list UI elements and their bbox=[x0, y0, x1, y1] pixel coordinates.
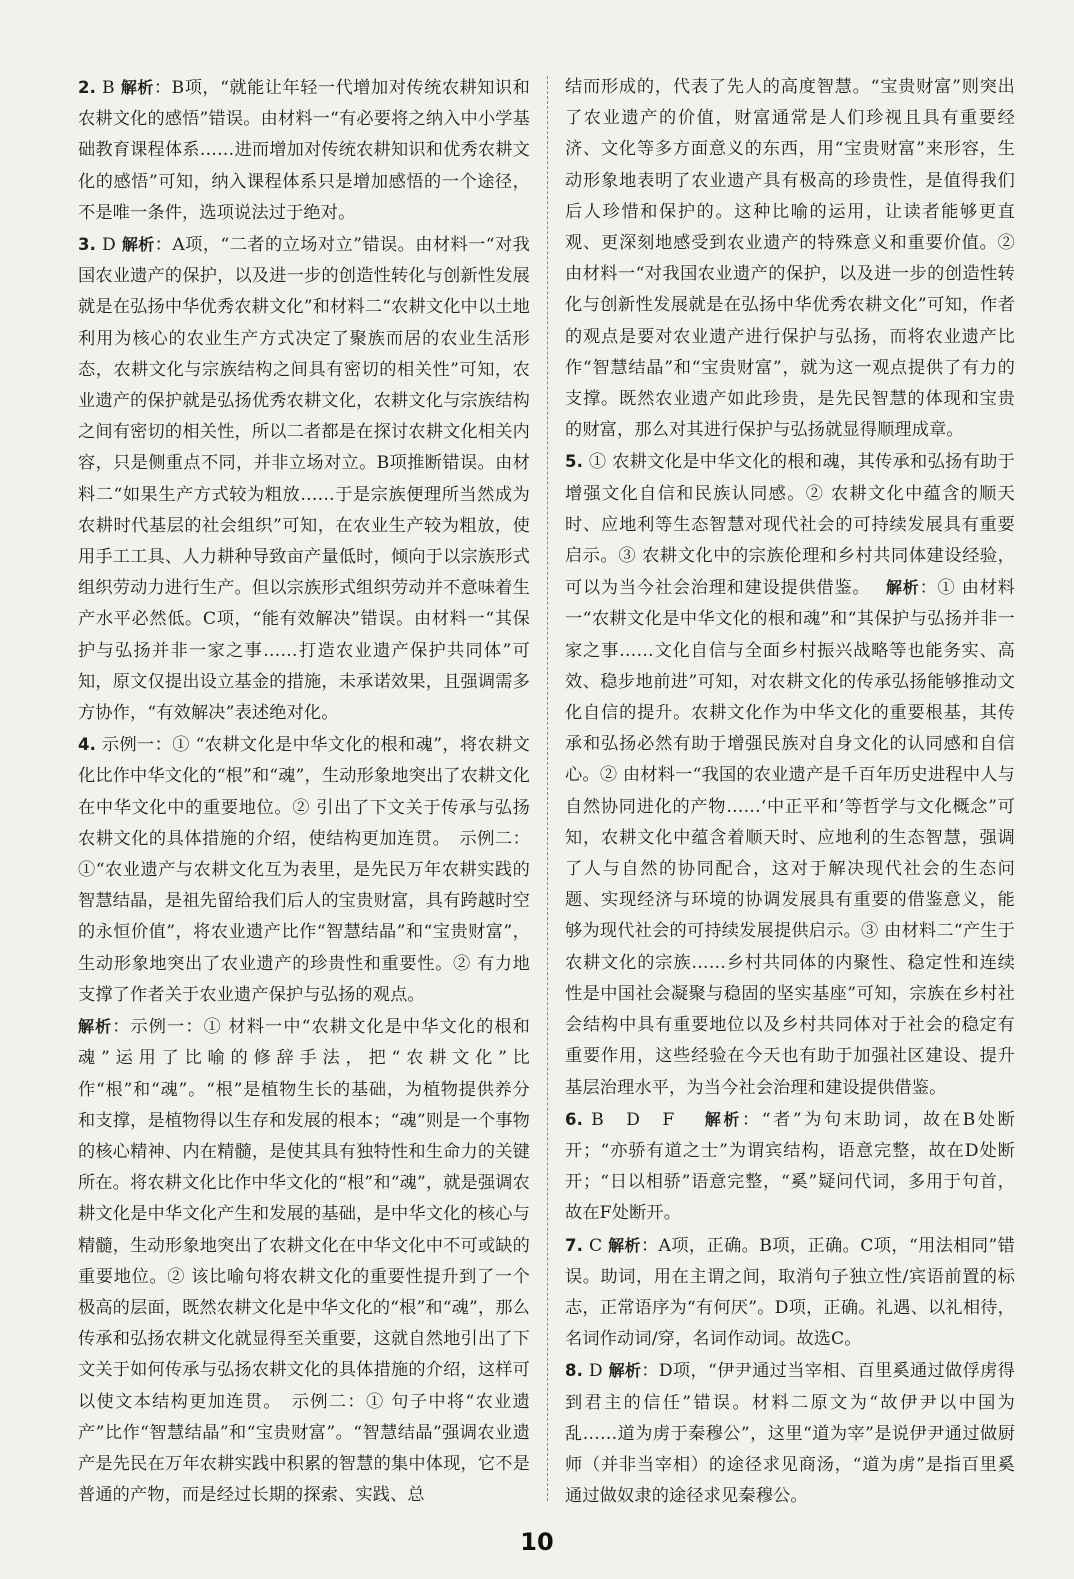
analysis-label: 解析 bbox=[120, 78, 154, 97]
analysis-text: ：示例一：① 材料一中“农耕文化是中华文化的根和魂”运用了比喻的修辞手法，把“农耕文化”比作“根”和“魂”。“根”是植物生长的基础，为植物提供养分和支撑，是植物得以生存和发展的根本；“魂”则是一个事物的核心精神、内在精髓，是使其具有独特性和生命力的关键所在。将农耕文化比作中华文化的“根”和“魂”，就是强调农耕文化是中华文化产生和发展的基础，是中华文化的核心与精髓，生动形象地突出了农耕文化在中华文化中不可或缺的重要地位。② 该比喻句将农耕文化的重要性提升到了一个极高的层面，既然农耕文化是中华文化的“根”和“魂”，那么传承和弘扬农耕文化就显得至关重要，这就自然地引出了下文关于如何传承与弘扬农耕文化的具体措施的介绍，这样可以使文本结构更加连贯。 示例二：① 句子中将“农业遗产”比作“智慧结晶”和“宝贵财富”。“智慧结晶”强调农业遗产是先民在万年农耕实践中积累的智慧的集中体现，它不是普通的产物，而是经过长期的探索、实践、总 bbox=[78, 1017, 530, 1506]
column-divider bbox=[547, 76, 548, 1501]
answer-text: 示例一：① “农耕文化是中华文化的根和魂”，将农耕文化比作中华文化的“根”和“魂”，生动形象地突出了农耕文化在中华文化中的重要地位。② 引出了下文关于传承与弘扬农耕文化的具体措施的介绍，使结构更加连贯。 示例二：①“农业遗产与农耕文化互为表里，是先民万年农耕实践的智慧结晶，是祖先留给我们后人的宝贵财富，具有跨越时空的永恒价值”，将农业遗产比作“智慧结晶”和“宝贵财富”，生动形象地突出了农业遗产的珍贵性和重要性。② 有力地支撑了作者关于农业遗产保护与弘扬的观点。 bbox=[78, 735, 530, 1005]
answer-item-4-analysis bbox=[78, 1011, 530, 1511]
analysis-label: 解析 bbox=[608, 1235, 641, 1255]
question-number: 3. bbox=[78, 235, 97, 255]
analysis-text: ：B项，“就能让年轻一代增加对传统农耕知识和农耕文化的感悟”错误。由材料一“有必要将之纳入中小学基础教育课程体系……进而增加对传统农耕知识和优秀农耕文化的感悟”可知，纳入课程体系只是增加感悟的一个途径，不是唯一条件，选项说法过于绝对。 bbox=[78, 78, 530, 223]
question-number: 6. bbox=[565, 1109, 584, 1129]
analysis-label: 解析 bbox=[886, 578, 920, 598]
answer-choice: D bbox=[101, 235, 116, 256]
right-column bbox=[565, 72, 1015, 1512]
answer-item-2 bbox=[78, 72, 530, 229]
question-number: 5. bbox=[565, 452, 584, 472]
answer-choice: C bbox=[588, 1235, 603, 1256]
answer-item-3 bbox=[78, 229, 530, 729]
analysis-text: ：① 由材料一“农耕文化是中华文化的根和魂”和“其保护与弘扬并非一家之事……文化自信与全面乡村振兴战略等也能务实、高效、稳步地前进”可知，对农耕文化的传承弘扬能够推动文化自信的提升。农耕文化作为中华文化的重要根基，其传承和弘扬必然有助于增强民族对自身文化的认同感和自信心。② 由材料一“我国的农业遗产是千百年历史进程中人与自然协同进化的产物……‘中正平和’等哲学与文化概念”可知，农耕文化中蕴含着顺天时、应地利的生态智慧，强调了人与自然的协同配合，这对于解决现代社会的生态问题、实现经济与环境的协调发展具有重要的借鉴意义，能够为现代社会的可持续发展提供启示。③ 由材料二“产生于农耕文化的宗族……乡村共同体的内聚性、稳定性和连续性是中国社会凝聚与稳固的坚实基座”可知，宗族在乡村社会结构中具有重要地位以及乡村共同体对于社会的稳定有重要作用，这些经验在今天也有助于加强社区建设、提升基层治理水平，为当今社会治理和建设提供借鉴。 bbox=[565, 578, 1015, 1098]
answer-text: ① 农耕文化是中华文化的根和魂，其传承和弘扬有助于增强文化自信和民族认同感。② 农耕文化中蕴含的顺天时、应地利等生态智慧对现代社会的可持续发展具有重要启示。③ 农耕文化中的宗族伦理和乡村共同体建设经验，可以为当今社会治理和建设提供借鉴。 bbox=[565, 452, 1016, 599]
answer-item-8 bbox=[565, 1355, 1015, 1512]
answer-choice: B D F bbox=[591, 1109, 697, 1130]
question-number: 8. bbox=[565, 1361, 584, 1381]
analysis-label: 解析 bbox=[608, 1361, 642, 1381]
analysis-label: 解析 bbox=[121, 235, 155, 255]
analysis-label: 解析 bbox=[704, 1109, 742, 1129]
answer-item-6 bbox=[565, 1104, 1015, 1230]
answer-choice: D bbox=[588, 1361, 603, 1382]
answer-choice: B bbox=[102, 78, 115, 98]
analysis-text: ：“者”为句末助词，故在B处断开；“亦骄有道之士”为谓宾结构，语意完整，故在D处断开；“日以相骄”语意完整，“奚”疑问代词，多用于句首，故在F处断开。 bbox=[565, 1109, 1015, 1224]
analysis-text: ：A项，“二者的立场对立”错误。由材料一“对我国农业遗产的保护，以及进一步的创造性转化与创新性发展就是在弘扬中华优秀农耕文化”和材料二“农耕文化中以土地利用为核心的农业生产方式决定了聚族而居的农业生活形态，农耕文化与宗族结构之间具有密切的相关性”可知，农业遗产的保护就是弘扬优秀农耕文化，农耕文化与宗族结构之间有密切的相关性，所以二者都是在探讨农耕文化相关内容，只是侧重点不同，并非立场对立。B项推断错误。由材料二“如果生产方式较为粗放……于是宗族便理所当然成为农耕时代基层的社会组织”可知，在农业生产较为粗放，使用手工工具、人力耕种导致亩产量低时，倾向于以宗族形式组织劳动力进行生产。但以宗族形式组织劳动并不意味着生产水平必然低。C项，“能有效解决”错误。由材料一“其保护与弘扬并非一家之事……打造农业遗产保护共同体”可知，原文仅提出设立基金的措施，未承诺效果，且强调需多方协作，“有效解决”表述绝对化。 bbox=[78, 235, 530, 724]
answer-item-5 bbox=[565, 446, 1015, 1103]
left-column bbox=[78, 72, 530, 1511]
analysis-label: 解析 bbox=[78, 1017, 113, 1037]
analysis-text: ：A项，正确。B项，正确。C项，“用法相同”错误。助词，用在主谓之间，取消句子独立性/宾语前置的标志，正常语序为“有何厌”。D项，正确。礼遇、以礼相待，名词作动词/穿，名词作动词。故选C。 bbox=[565, 1235, 1016, 1350]
question-number: 7. bbox=[565, 1235, 584, 1255]
question-number: 2. bbox=[78, 78, 97, 97]
analysis-text: ：D项，“伊尹通过当宰相、百里奚通过做俘虏得到君主的信任”错误。材料二原文为“故伊尹以中国为乱……道为虏于秦穆公”，这里“道为宰”是说伊尹通过做厨师（并非当宰相）的途径求见商汤，“道为虏”是指百里奚通过做奴隶的途径求见秦穆公。 bbox=[565, 1361, 1015, 1507]
page-number: 10 bbox=[520, 1528, 554, 1556]
continued-text: 结而形成的，代表了先人的高度智慧。“宝贵财富”则突出了农业遗产的价值，财富通常是人们珍视且具有重要经济、文化等多方面意义的东西，用“宝贵财富”来形容，生动形象地表明了农业遗产具有极高的珍贵性，是值得我们后人珍惜和保护的。这种比喻的运用，让读者能够更直观、更深刻地感受到农业遗产的特殊意义和重要价值。② 由材料一“对我国农业遗产的保护，以及进一步的创造性转化与创新性发展就是在弘扬中华优秀农耕文化”可知，作者的观点是要对农业遗产进行保护与弘扬，而将农业遗产比作“智慧结晶”和“宝贵财富”，就为这一观点提供了有力的支撑。既然农业遗产如此珍贵，是先民智慧的体现和宝贵的财富，那么对其进行保护与弘扬就显得顺理成章。 bbox=[565, 77, 1015, 441]
answer-item-7 bbox=[565, 1230, 1015, 1356]
question-number: 4. bbox=[78, 735, 97, 755]
answer-item-4 bbox=[78, 729, 530, 1011]
